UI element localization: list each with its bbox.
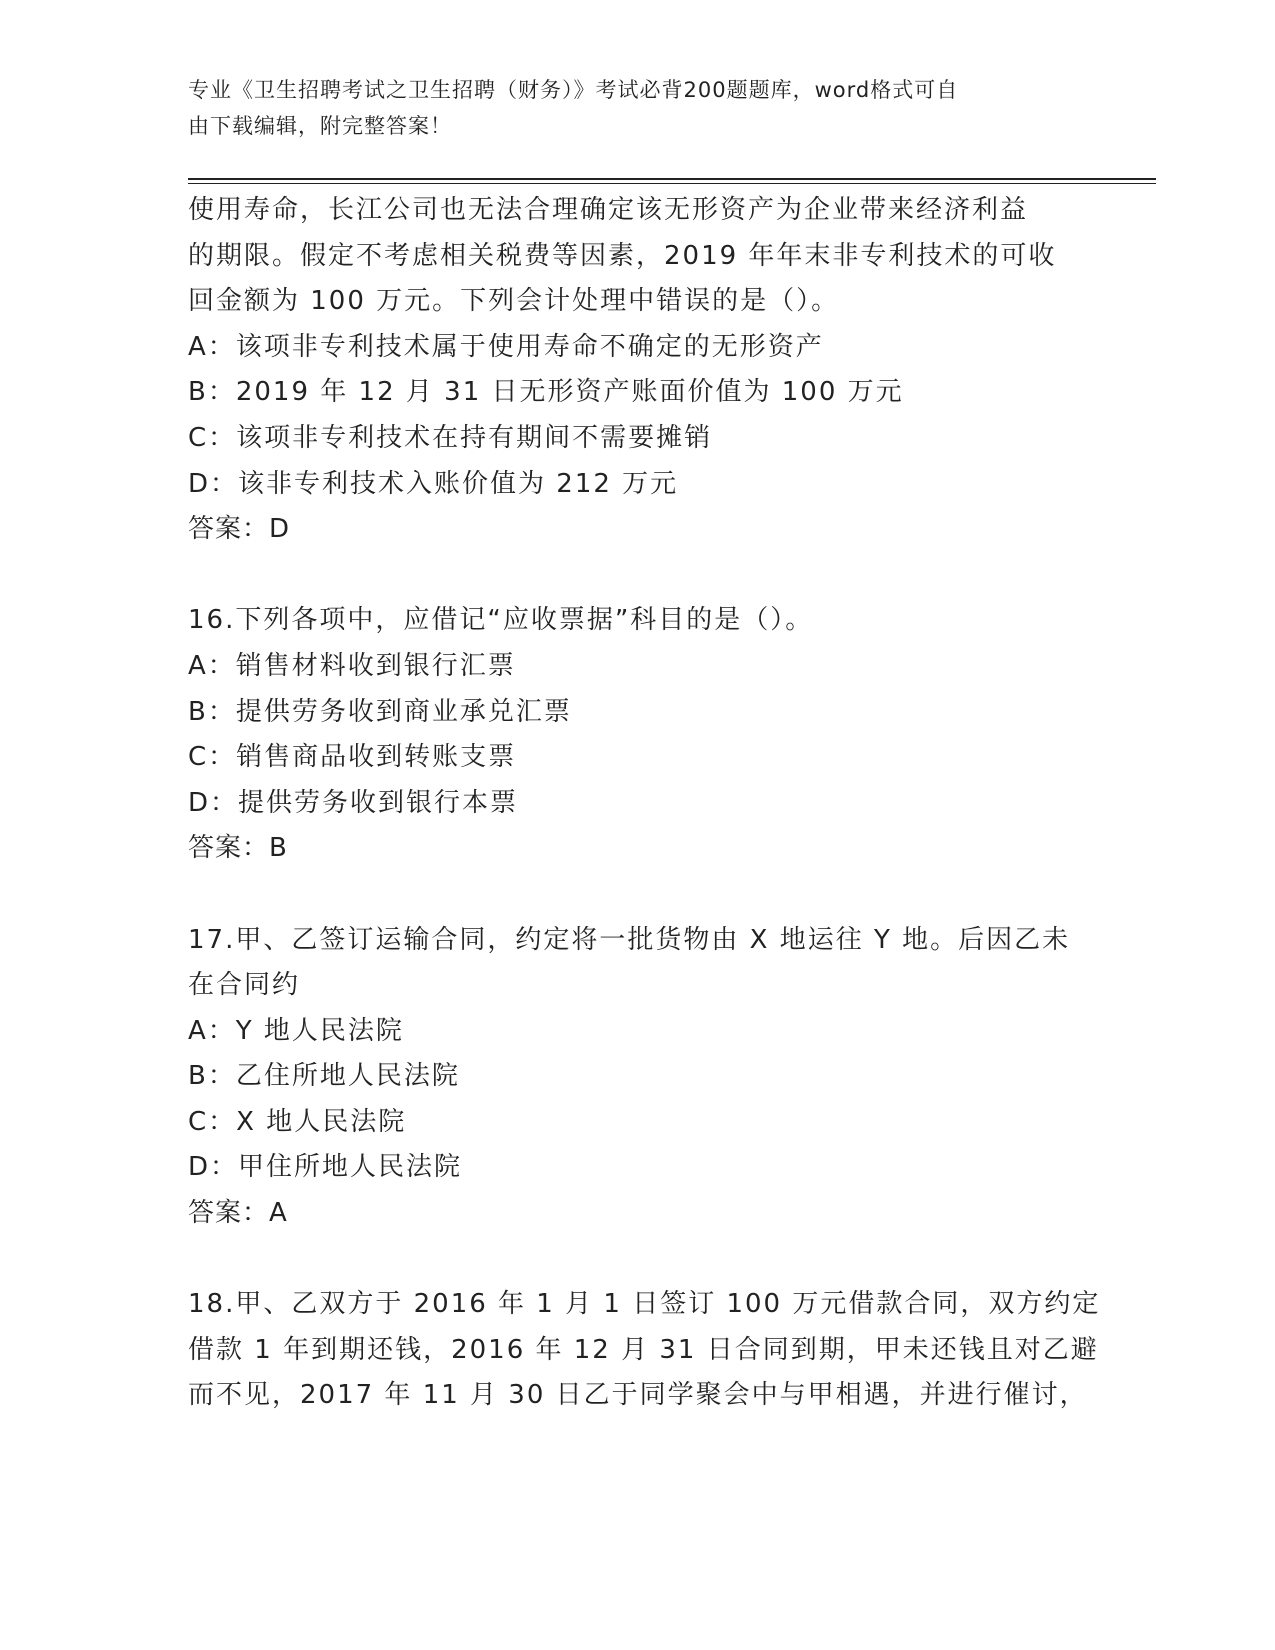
question-text-line: 借款 1 年到期还钱，2016 年 12 月 31 日合同到期，甲未还钱且对乙避 [188,1334,1099,1365]
question-text-line: 回金额为 100 万元。下列会计处理中错误的是（）。 [188,286,840,317]
option-c: C：X 地人民法院 [188,1106,407,1137]
header-divider-thick [188,178,1156,180]
option-a: A：销售材料收到银行汇票 [188,650,516,681]
spacer [188,553,1088,599]
question-text-line: 16.下列各项中，应借记“应收票据”科目的是（）。 [188,605,814,636]
page-header [188,72,1068,144]
spacer [188,872,1088,918]
answer-text: 答案：A [188,1198,288,1229]
option-b: B：乙住所地人民法院 [188,1061,460,1092]
option-b: B：2019 年 12 月 31 日无形资产账面价值为 100 万元 [188,377,904,408]
option-c: C：销售商品收到转账支票 [188,742,517,773]
question-text-line: 在合同约 [188,970,301,1001]
answer-text: 答案：D [188,514,291,545]
question-block-18 [188,1282,1101,1419]
answer-text: 答案：B [188,833,288,864]
question-block-17 [188,918,1088,1237]
header-title-line-1: 专业《卫生招聘考试之卫生招聘（财务）》考试必背200题题库，word格式可自 [188,78,959,102]
question-block-continued [188,188,1088,553]
option-a: A：该项非专利技术属于使用寿命不确定的无形资产 [188,331,824,362]
option-b: B：提供劳务收到商业承兑汇票 [188,696,572,727]
option-d: D：该非专利技术入账价值为 212 万元 [188,468,679,499]
question-text-line: 使用寿命，长江公司也无法合理确定该无形资产为企业带来经济利益 [188,195,1029,225]
question-text-line: 17.甲、乙签订运输合同，约定将一批货物由 X 地运往 Y 地。后因乙未 [188,924,1071,955]
question-block-16 [188,598,1088,872]
question-text-line: 的期限。假定不考虑相关税费等因素，2019 年年末非专利技术的可收 [188,240,1057,271]
spacer [188,1237,1088,1283]
header-title-line-2: 由下载编辑，附完整答案！ [188,114,452,138]
option-d: D：甲住所地人民法院 [188,1152,463,1183]
option-c: C：该项非专利技术在持有期间不需要摊销 [188,422,713,453]
option-a: A：Y 地人民法院 [188,1015,404,1046]
document-body [188,188,1101,1419]
question-text-line: 而不见，2017 年 11 月 30 日乙于同学聚会中与甲相遇，并进行催讨， [188,1380,1088,1411]
question-text-line: 18.甲、乙双方于 2016 年 1 月 1 日签订 100 万元借款合同，双方约定 [188,1289,1101,1320]
option-d: D：提供劳务收到银行本票 [188,787,519,818]
header-divider-thin [188,183,1156,184]
